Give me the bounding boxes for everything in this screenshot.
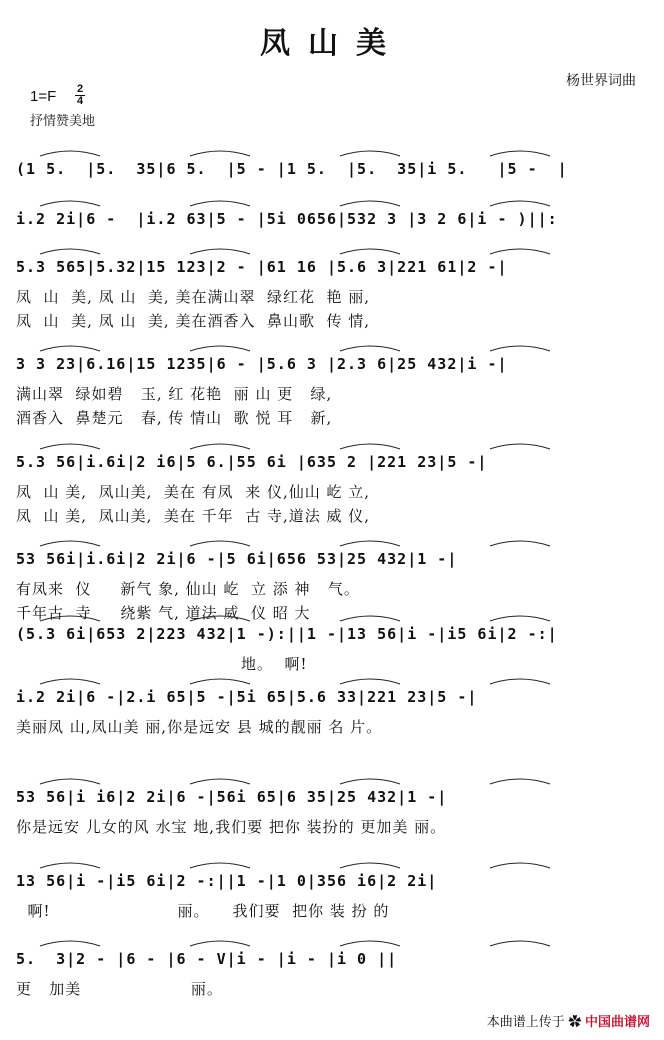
slur-mark <box>490 779 550 784</box>
slur-mark <box>190 346 250 351</box>
notation-row: 5. 3|2 - |6 - |6 - V|i - |i - |i 0 || <box>16 950 398 968</box>
lyric-line: 凤 山 美, 凤 山 美, 美在酒香入 鼻山歌 传 情, <box>16 312 371 330</box>
footer-site[interactable]: 中国曲谱网 <box>584 1014 650 1029</box>
slur-mark <box>340 249 400 254</box>
slur-mark <box>40 201 100 206</box>
time-sig-top: 2 <box>76 83 84 95</box>
lyric-line: 酒香入 鼻楚元 春, 传 情山 歌 悦 耳 新, <box>16 409 333 427</box>
slur-mark <box>340 151 400 156</box>
slur-mark <box>340 201 400 206</box>
slur-mark <box>490 444 550 449</box>
lyric-line: 你是远安 儿女的风 水宝 地,我们要 把你 装扮的 更加美 丽。 <box>16 818 447 836</box>
song-title: 凤山美 <box>260 26 404 61</box>
lyric-line: 更 加美 丽。 <box>16 980 223 998</box>
site-logo-icon: ✿ <box>568 1014 582 1029</box>
notation-row: 13 56|i -|i5 6i|2 -:||1 -|1 0|356 i6|2 2i| <box>16 872 438 890</box>
slur-mark <box>340 941 400 946</box>
slur-mark <box>190 679 250 684</box>
lyric-line: 凤 山 美, 凤 山 美, 美在满山翠 绿红花 艳 丽, <box>16 288 371 306</box>
slur-mark <box>490 249 550 254</box>
slur-mark <box>40 616 100 621</box>
notation-row: i.2 2i|6 - |i.2 63|5 - |5i 0656|532 3 |3 2 6|i - )||: <box>16 210 558 228</box>
slur-mark <box>340 616 400 621</box>
notation-row: 53 56i|i.6i|2 2i|6 -|5 6i|656 53|25 432|1 -| <box>16 550 458 568</box>
slur-mark <box>490 616 550 621</box>
slur-mark <box>190 863 250 868</box>
slur-mark <box>490 346 550 351</box>
slur-mark <box>40 941 100 946</box>
slur-mark <box>190 151 250 156</box>
slur-mark <box>190 444 250 449</box>
lyric-line: 凤 山 美, 凤山美, 美在 千年 古 寺,道法 威 仪, <box>16 507 371 525</box>
author-credit: 杨世界词曲 <box>566 73 636 89</box>
notation-row: 5.3 565|5.32|15 123|2 - |61 16 |5.6 3|221 61|2 -| <box>16 258 508 276</box>
lyric-line: 地。 啊! <box>16 655 308 673</box>
lyric-line: 凤 山 美, 凤山美, 美在 有凤 来 仪,仙山 屹 立, <box>16 483 371 501</box>
slur-mark <box>190 941 250 946</box>
slur-mark <box>340 541 400 546</box>
slur-mark <box>490 201 550 206</box>
lyric-line: 千年古 寺 绕紫 气, 道法 威 仪 昭 大 <box>16 604 311 622</box>
slur-mark <box>40 541 100 546</box>
slur-mark <box>40 249 100 254</box>
slur-mark <box>490 541 550 546</box>
notation-row: 3 3 23|6.16|15 1235|6 - |5.6 3 |2.3 6|25 432|i -| <box>16 355 508 373</box>
slur-mark <box>190 541 250 546</box>
slur-mark <box>40 779 100 784</box>
slur-mark <box>190 201 250 206</box>
lyric-line: 美丽凤 山,凤山美 丽,你是远安 县 城的靓丽 名 片。 <box>16 718 383 736</box>
slur-mark <box>40 444 100 449</box>
slur-mark <box>40 151 100 156</box>
slur-mark <box>190 616 250 621</box>
slur-mark <box>340 863 400 868</box>
slur-mark <box>40 679 100 684</box>
notation-row: i.2 2i|6 -|2.i 65|5 -|5i 65|5.6 33|221 23|5 -| <box>16 688 478 706</box>
slur-mark <box>490 151 550 156</box>
slur-mark <box>340 346 400 351</box>
slur-mark <box>490 863 550 868</box>
footer-uploaded: 本曲谱上传于 <box>486 1014 565 1029</box>
slur-mark <box>340 779 400 784</box>
lyric-line: 有凤来 仪 新气 象, 仙山 屹 立 添 神 气。 <box>16 580 360 598</box>
notation-row: 53 56|i i6|2 2i|6 -|56i 65|6 35|25 432|1 -| <box>16 788 448 806</box>
slur-mark <box>40 346 100 351</box>
key-signature: 1=F <box>30 88 57 105</box>
slur-mark <box>40 863 100 868</box>
time-sig-bottom: 4 <box>76 95 84 107</box>
notation-row: (5.3 6i|653 2|223 432|1 -):||1 -|13 56|i -|i5 6i|2 -:| <box>16 625 558 643</box>
lyric-line: 满山翠 绿如碧 玉, 红 花艳 丽 山 更 绿, <box>16 385 333 403</box>
slur-mark <box>490 941 550 946</box>
slur-mark <box>190 779 250 784</box>
slur-mark <box>490 679 550 684</box>
slur-mark <box>340 444 400 449</box>
slur-mark <box>340 679 400 684</box>
notation-row: 5.3 56|i.6i|2 i6|5 6.|55 6i |635 2 |221 23|5 -| <box>16 453 488 471</box>
notation-row: (1 5. |5. 35|6 5. |5 - |1 5. |5. 35|i 5. |5 - | <box>16 160 568 178</box>
expression-marking: 抒情赞美地 <box>30 113 96 128</box>
slur-mark <box>190 249 250 254</box>
lyric-line: 啊! 丽。 我们要 把你 装 扮 的 <box>16 902 390 920</box>
